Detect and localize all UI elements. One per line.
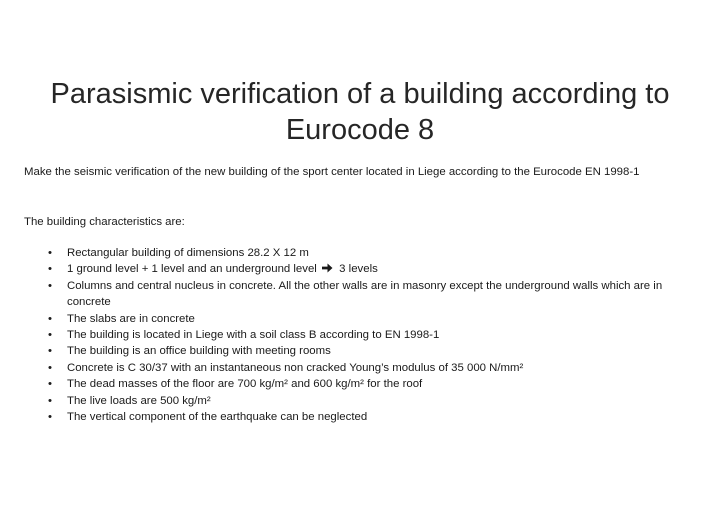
list-item-text: Rectangular building of dimensions 28.2 X 12 m: [67, 247, 309, 259]
right-arrow-icon: [322, 263, 333, 273]
bullet-icon: •: [48, 411, 52, 424]
list-item-text: 1 ground level + 1 level and an underground level: [67, 263, 317, 276]
list-item-text: Columns and central nucleus in concrete. All the other walls are in masonry except the underground walls which are in concrete: [67, 279, 663, 309]
list-item: [48, 393, 696, 409]
slide-title: Parasismic verification of a building according to Eurocode 8: [50, 78, 670, 146]
list-item-text: The building is located in Liege with a soil class B according to EN 1998-1: [67, 329, 440, 342]
list-item-suffix: 3 levels: [339, 263, 378, 276]
characteristics-heading: The building characteristics are:: [24, 216, 185, 228]
list-item-text: Concrete is C 30/37 with an instantaneous non cracked Young’s modulus of 35 000 N/mm²: [67, 361, 524, 374]
list-item: [48, 360, 696, 376]
bullet-icon: •: [48, 329, 52, 342]
list-item: [48, 245, 696, 261]
bullet-icon: •: [48, 361, 52, 374]
list-item-text: The vertical component of the earthquake can be neglected: [67, 411, 368, 424]
characteristics-list: [48, 245, 696, 425]
list-item: [48, 278, 696, 311]
bullet-icon: •: [48, 378, 52, 391]
intro-paragraph: Make the seismic verification of the new building of the sport center located in Liege according to the Eurocode EN 1998-1: [24, 166, 640, 178]
list-item: [48, 311, 696, 327]
bullet-icon: •: [48, 345, 52, 358]
list-item-text: The slabs are in concrete: [67, 312, 195, 325]
list-item-text: The live loads are 500 kg/m²: [67, 394, 211, 407]
list-item: [48, 409, 696, 425]
bullet-icon: •: [48, 394, 52, 407]
list-item: [48, 261, 696, 277]
list-item: [48, 327, 696, 343]
list-item-text: The dead masses of the floor are 700 kg/m² and 600 kg/m² for the roof: [67, 378, 423, 391]
bullet-icon: •: [48, 247, 52, 259]
list-item-text: The building is an office building with meeting rooms: [67, 345, 331, 358]
bullet-icon: •: [48, 312, 52, 325]
bullet-icon: •: [48, 263, 52, 276]
bullet-icon: •: [48, 279, 52, 292]
list-item: [48, 343, 696, 359]
list-item: [48, 376, 696, 392]
